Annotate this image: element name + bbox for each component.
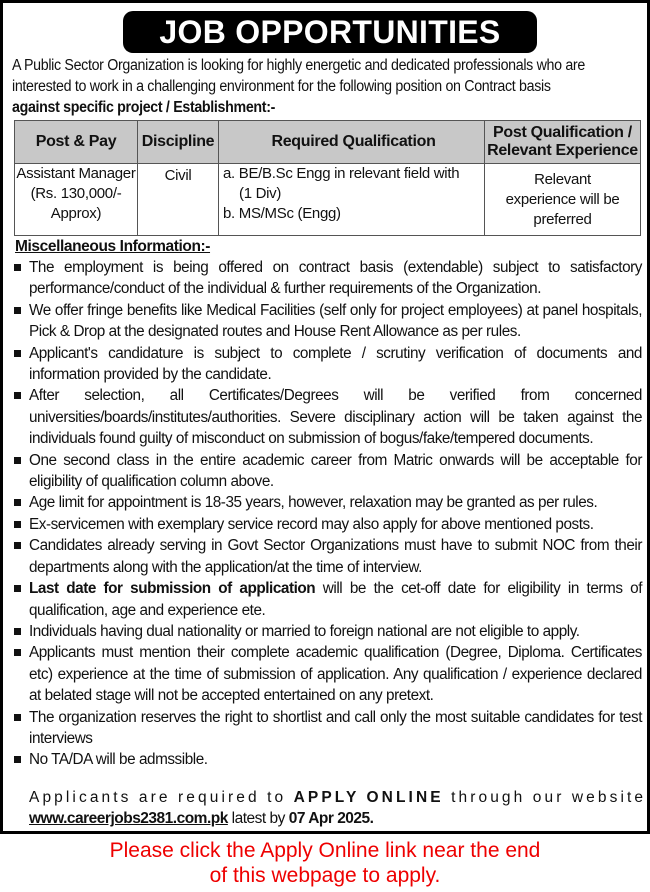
intro-paragraph bbox=[12, 55, 644, 118]
list-item: Age limit for appointment is 18-35 years, however, relaxation may be granted as per rules. bbox=[12, 492, 642, 513]
table-row bbox=[15, 164, 641, 236]
list-item: No TA/DA will be admssible. bbox=[12, 749, 642, 770]
intro-bold-tail: against specific project / Establishment:- bbox=[12, 99, 276, 116]
qualification-b: b. MS/MSc (Engg) bbox=[223, 205, 341, 222]
square-bullet-icon bbox=[14, 307, 21, 314]
apply-online-bold: APPLY ONLINE bbox=[293, 789, 444, 806]
list-item: Applicant's candidature is subject to complete / scrutiny verification of documents and information provided by the candidate. bbox=[12, 343, 642, 386]
qualification-a-cont: (1 Div) bbox=[239, 185, 282, 202]
header-required-qualification: Required Qualification bbox=[219, 121, 485, 164]
apply-notice bbox=[0, 838, 650, 888]
square-bullet-icon bbox=[14, 392, 21, 399]
square-bullet-icon bbox=[14, 457, 21, 464]
page-title: JOB OPPORTUNITIES bbox=[123, 11, 537, 53]
cell-discipline: Civil bbox=[138, 164, 219, 236]
header-post-qualification: Post Qualification / Relevant Experience bbox=[485, 121, 641, 164]
list-item: We offer fringe benefits like Medical Facilities (self only for project employees) at panel hospitals, Pick & Drop at the designated routes and House Rent Allowance as per rules. bbox=[12, 300, 642, 343]
square-bullet-icon bbox=[14, 714, 21, 721]
notice-line-1: Please click the Apply Online link near the end bbox=[109, 839, 541, 862]
cell-post-pay: Assistant Manager (Rs. 130,000/-Approx) bbox=[15, 164, 138, 236]
square-bullet-icon bbox=[14, 756, 21, 763]
square-bullet-icon bbox=[14, 628, 21, 635]
deadline-date: 07 Apr 2025. bbox=[288, 810, 374, 827]
cell-qualification bbox=[219, 164, 485, 236]
apply-line-1: Applicants are required to APPLY ONLINE through our website bbox=[29, 789, 647, 806]
header-post-pay: Post & Pay bbox=[15, 121, 138, 164]
square-bullet-icon bbox=[14, 521, 21, 528]
positions-table bbox=[14, 120, 641, 236]
last-date-bold: Last date for submission of application bbox=[29, 580, 316, 598]
list-item: The employment is being offered on contract basis (extendable) subject to satisfactory performance/conduct of the individual & further requirements of the Organization. bbox=[12, 257, 642, 300]
square-bullet-icon bbox=[14, 350, 21, 357]
experience-text: Relevant experience will be preferred bbox=[505, 170, 620, 228]
website-link[interactable]: www.careerjobs2381.com.pk bbox=[29, 810, 228, 827]
misc-heading: Miscellaneous Information:- bbox=[15, 238, 211, 255]
list-item: Candidates already serving in Govt Sector Organizations must have to submit NOC from their departments along with the application/at the time of interview. bbox=[12, 535, 642, 578]
list-item: Ex-servicemen with exemplary service record may also apply for above mentioned posts. bbox=[12, 514, 642, 535]
list-item: Last date for submission of application will be the cet-off date for eligibility in terms of qualification, age and experience ete. bbox=[12, 578, 642, 621]
table-header-row bbox=[15, 121, 641, 164]
square-bullet-icon bbox=[14, 649, 21, 656]
notice-line-2: of this webpage to apply. bbox=[209, 864, 441, 887]
header-discipline: Discipline bbox=[138, 121, 219, 164]
list-item: One second class in the entire academic career from Matric onwards will be acceptable for eligibility of qualification column above. bbox=[12, 450, 642, 493]
list-item: The organization reserves the right to shortlist and call only the most suitable candidates for test interviews bbox=[12, 707, 642, 750]
misc-list bbox=[12, 257, 642, 771]
square-bullet-icon bbox=[14, 499, 21, 506]
qualification-a: a. BE/B.Sc Engg in relevant field with bbox=[223, 165, 460, 182]
list-item: Applicants must mention their complete academic qualification (Degree, Diploma. Certificates etc) experience at the time of submission of application. Any qualification / experience declared at belated stage will not be accepted entertained on any pretext. bbox=[12, 642, 642, 706]
list-item: Individuals having dual nationality or married to foreign national are not eligible to apply. bbox=[12, 621, 642, 642]
square-bullet-icon bbox=[14, 585, 21, 592]
intro-text: A Public Sector Organization is looking for highly energetic and dedicated professionals who are interested to work in a challenging environment for the following position on Contract basis bbox=[12, 57, 585, 95]
apply-line-2: www.careerjobs2381.com.pk latest by 07 Apr 2025. bbox=[29, 810, 374, 827]
apply-instructions bbox=[29, 787, 647, 829]
square-bullet-icon bbox=[14, 264, 21, 271]
square-bullet-icon bbox=[14, 542, 21, 549]
list-item: After selection, all Certificates/Degrees will be verified from concerned universities/boards/institutes/authorities. Severe disciplinary action will be taken against the individuals found guilty of misconduct on submission of bogus/fake/tempered documents. bbox=[12, 385, 642, 449]
cell-experience bbox=[485, 164, 641, 236]
